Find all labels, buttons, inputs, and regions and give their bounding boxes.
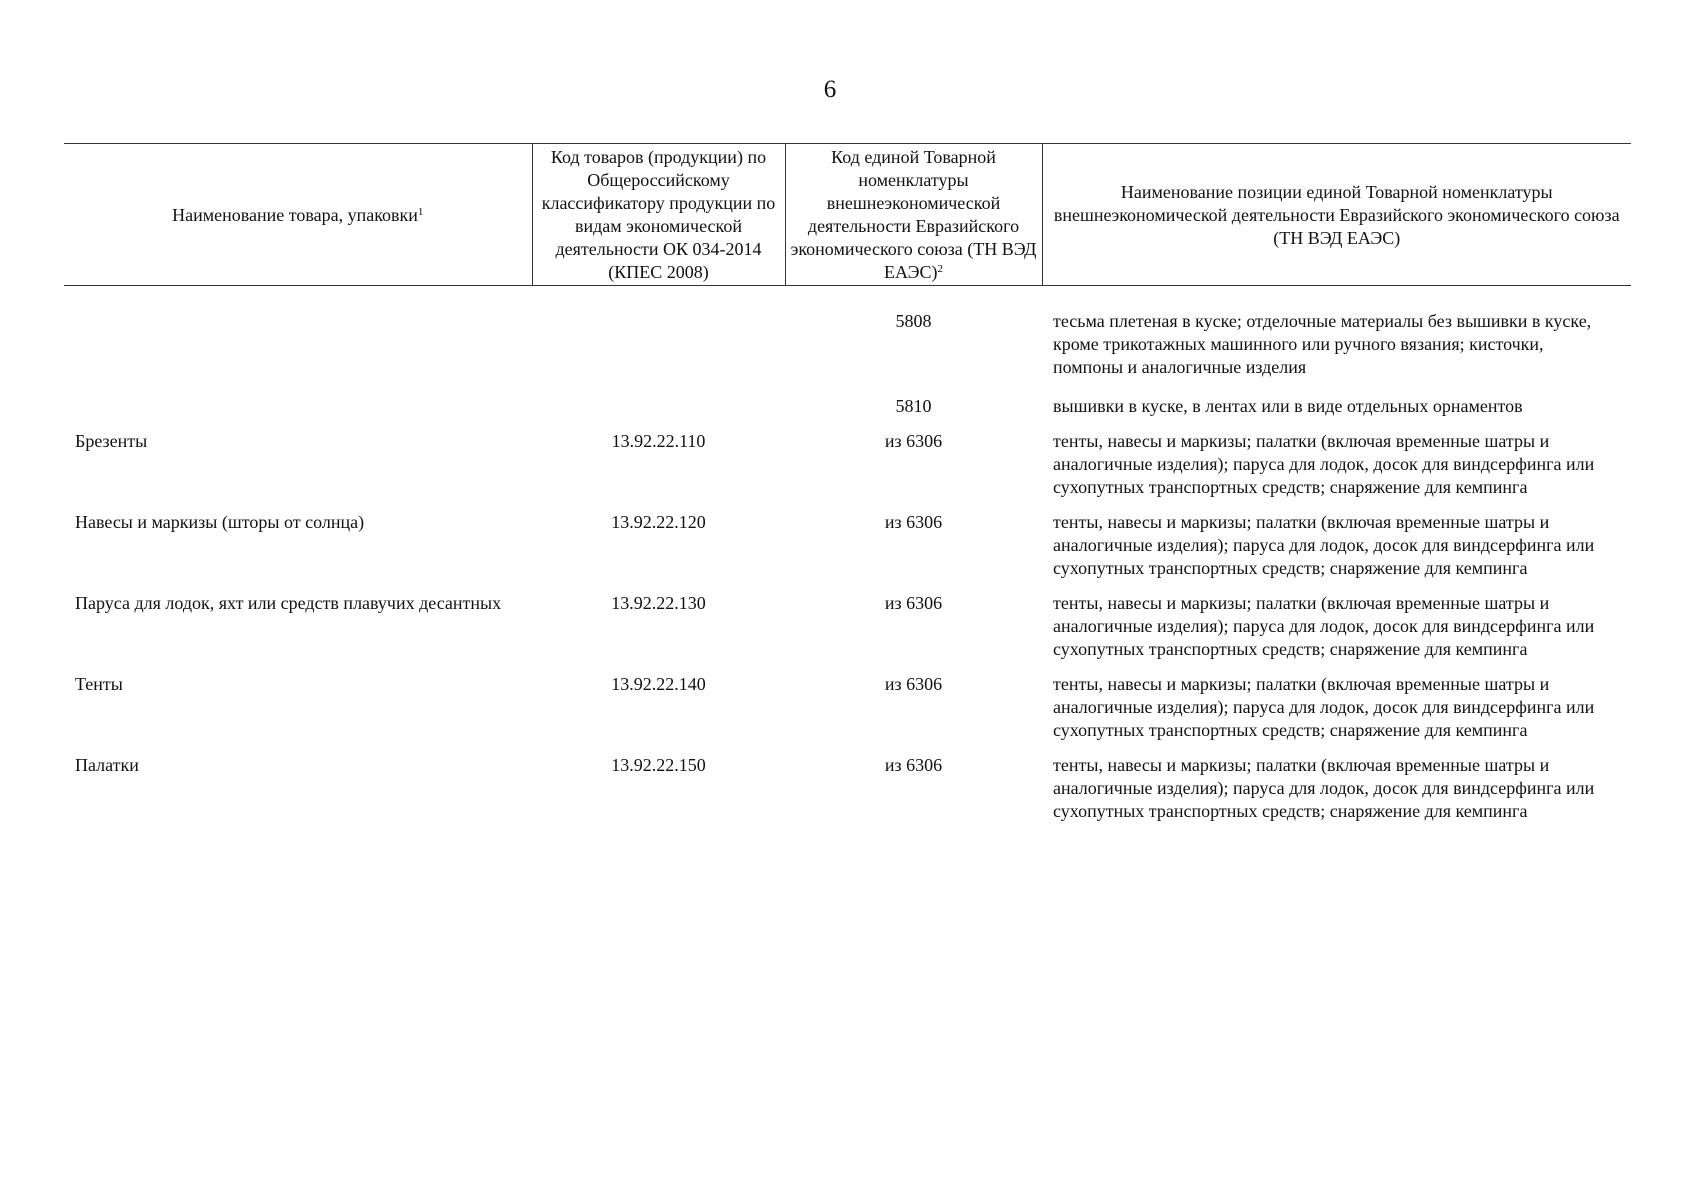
table-row — [64, 661, 1631, 742]
okpd-code-cell — [532, 286, 785, 380]
page-number: 6 — [823, 76, 837, 103]
product-name-cell — [64, 286, 532, 380]
table-row — [64, 379, 1631, 418]
table-row — [64, 499, 1631, 580]
tnved-code-cell: из 6306 — [884, 593, 943, 613]
product-name-cell: Паруса для лодок, яхт или средств плавучих десантных — [75, 593, 502, 613]
product-name-cell — [64, 379, 532, 418]
table-header — [64, 144, 1631, 286]
table-row — [64, 742, 1631, 823]
header-product-name — [64, 144, 532, 286]
header-tnved-code — [785, 144, 1042, 286]
tnved-description-cell: тенты, навесы и маркизы; палатки (включая временные шатры и аналогичные изделия); паруса для лодок, досок для виндсерфинга или сухопутных транспортных средств; снаряжение для кемпинга — [1053, 674, 1595, 740]
okpd-code-cell — [532, 379, 785, 418]
tnved-description-cell: тесьма плетеная в куске; отделочные материалы без вышивки в куске, кроме трикотажных машинного или ручного вязания; кисточки, помпоны и аналогичные изделия — [1053, 311, 1592, 377]
header-row — [64, 144, 1631, 286]
okpd-code-cell: 13.92.22.130 — [611, 593, 706, 613]
okpd-code-cell: 13.92.22.120 — [611, 512, 706, 532]
header-product-name-text: Наименование товара, упаковки — [172, 204, 418, 225]
tnved-code-cell: из 6306 — [884, 674, 943, 694]
tnved-code-cell: из 6306 — [884, 512, 943, 532]
product-name-cell: Палатки — [75, 755, 139, 775]
table-body — [64, 286, 1631, 824]
okpd-code-cell: 13.92.22.140 — [611, 674, 706, 694]
header-tnved-description: Наименование позиции единой Товарной номенклатуры внешнеэкономической деятельности Евразийского экономического союза (ТН ВЭД ЕАЭС) — [1042, 144, 1631, 286]
tnved-code-cell: из 6306 — [884, 431, 943, 451]
table-row — [64, 418, 1631, 499]
footnote-2-marker: 2 — [937, 263, 943, 275]
product-name-cell: Тенты — [75, 674, 123, 694]
okpd-code-cell: 13.92.22.110 — [611, 431, 706, 451]
okpd-code-cell: 13.92.22.150 — [611, 755, 706, 775]
tnved-code-cell: 5810 — [895, 396, 932, 416]
tnved-description-cell: тенты, навесы и маркизы; палатки (включая временные шатры и аналогичные изделия); паруса для лодок, досок для виндсерфинга или сухопутных транспортных средств; снаряжение для кемпинга — [1053, 431, 1595, 497]
tnved-description-cell: тенты, навесы и маркизы; палатки (включая временные шатры и аналогичные изделия); паруса для лодок, досок для виндсерфинга или сухопутных транспортных средств; снаряжение для кемпинга — [1053, 593, 1595, 659]
tnved-description-cell: тенты, навесы и маркизы; палатки (включая временные шатры и аналогичные изделия); паруса для лодок, досок для виндсерфинга или сухопутных транспортных средств; снаряжение для кемпинга — [1053, 755, 1595, 821]
tnved-description-cell: тенты, навесы и маркизы; палатки (включая временные шатры и аналогичные изделия); паруса для лодок, досок для виндсерфинга или сухопутных транспортных средств; снаряжение для кемпинга — [1053, 512, 1595, 578]
table-row — [64, 580, 1631, 661]
product-name-cell: Навесы и маркизы (шторы от солнца) — [75, 512, 365, 532]
footnote-1-marker: 1 — [417, 205, 424, 218]
header-tnved-code-text: Код единой Товарной номенклатуры внешнеэкономической деятельности Евразийского экономического союза (ТН ВЭД ЕАЭС) — [790, 147, 1037, 282]
header-okpd-code: Код товаров (продукции) по Общероссийскому классификатору продукции по видам экономической деятельности ОК 034-2014 (КПЕС 2008) — [532, 144, 785, 286]
product-name-cell: Брезенты — [75, 431, 148, 451]
tnved-code-cell: из 6306 — [884, 755, 943, 775]
tnved-code-cell: 5808 — [895, 311, 932, 331]
classification-table — [64, 143, 1631, 823]
tnved-description-cell: вышивки в куске, в лентах или в виде отдельных орнаментов — [1053, 396, 1523, 416]
table-row — [64, 286, 1631, 380]
